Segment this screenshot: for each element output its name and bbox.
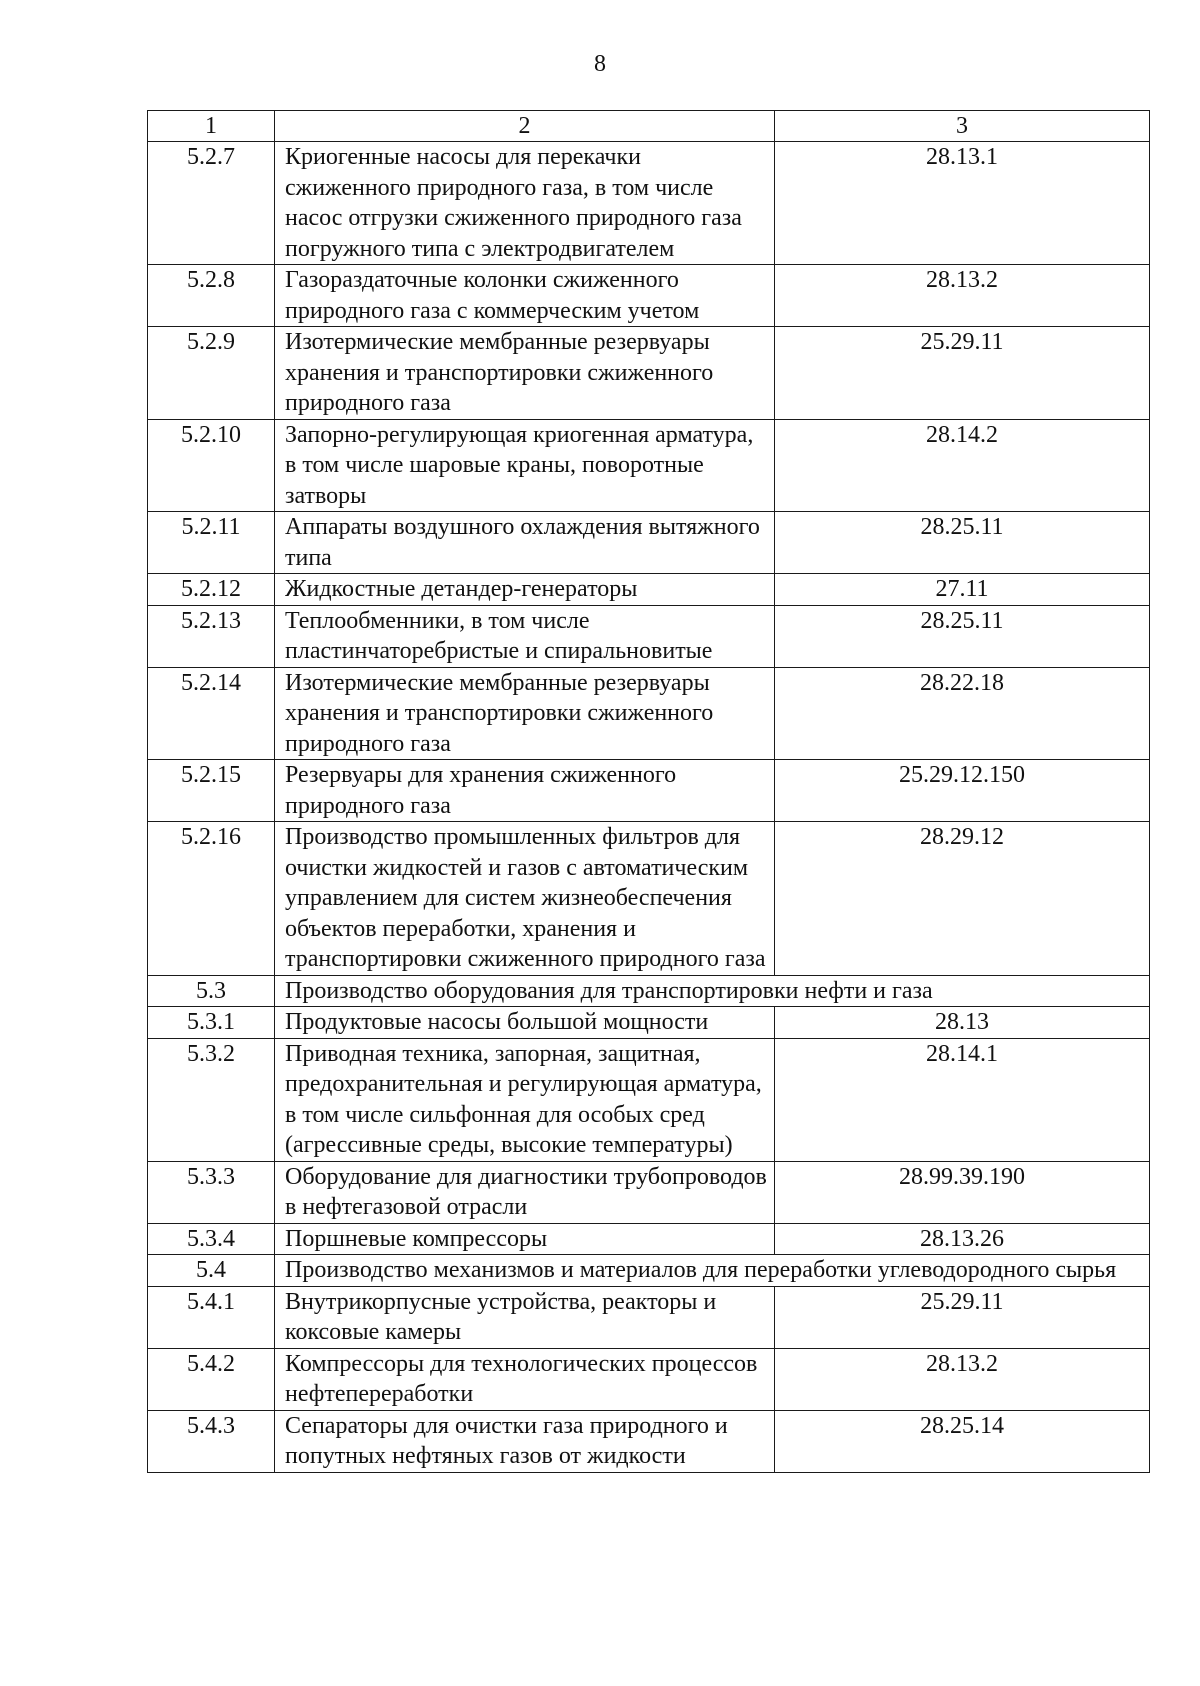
row-code-cell: 28.13.26 [775,1223,1150,1255]
table-row [148,822,1150,976]
table-body [148,111,1150,1473]
row-number-cell: 5.4.2 [148,1348,275,1410]
table-row [148,327,1150,420]
table-row [148,419,1150,512]
row-name-cell: Продуктовые насосы большой мощности [275,1007,775,1039]
page-number: 8 [594,51,606,77]
table-row [148,1007,1150,1039]
table-row [148,667,1150,760]
row-code-cell: 28.13.2 [775,265,1150,327]
row-name-cell: Внутрикорпусные устройства, реакторы и коксовые камеры [275,1286,775,1348]
row-name-cell: Производство механизмов и материалов для переработки углеводородного сырья [275,1255,1150,1287]
header-row [148,111,1150,142]
row-name-cell: Компрессоры для технологических процессов нефтепереработки [275,1348,775,1410]
row-code-cell: 25.29.11 [775,327,1150,420]
column-header-code: 3 [775,111,1150,142]
row-code-cell: 28.13.1 [775,142,1150,265]
row-number-cell: 5.2.7 [148,142,275,265]
row-number-cell: 5.2.11 [148,512,275,574]
row-name-cell: Теплообменники, в том числе пластинчаторебристые и спиральновитые [275,605,775,667]
table-row [148,1038,1150,1161]
row-name-cell: Оборудование для диагностики трубопроводов в нефтегазовой отрасли [275,1161,775,1223]
row-code-cell: 28.14.1 [775,1038,1150,1161]
row-number-cell: 5.2.8 [148,265,275,327]
row-number-cell: 5.2.14 [148,667,275,760]
row-name-cell: Аппараты воздушного охлаждения вытяжного типа [275,512,775,574]
row-number-cell: 5.2.16 [148,822,275,976]
table-row [148,512,1150,574]
row-number-cell: 5.3.2 [148,1038,275,1161]
row-name-cell: Приводная техника, запорная, защитная, предохранительная и регулирующая арматура, в том числе сильфонная для особых сред (агрессивные среды, высокие температуры) [275,1038,775,1161]
row-code-cell: 25.29.12.150 [775,760,1150,822]
row-code-cell: 28.25.11 [775,512,1150,574]
table-row [148,574,1150,606]
row-name-cell: Сепараторы для очистки газа природного и попутных нефтяных газов от жидкости [275,1410,775,1472]
table-row [148,975,1150,1007]
row-code-cell: 28.14.2 [775,419,1150,512]
table-row [148,142,1150,265]
table-row [148,760,1150,822]
row-number-cell: 5.2.12 [148,574,275,606]
row-code-cell: 28.22.18 [775,667,1150,760]
equipment-table [147,110,1150,1473]
row-code-cell: 28.29.12 [775,822,1150,976]
row-code-cell: 28.25.11 [775,605,1150,667]
row-code-cell: 28.13.2 [775,1348,1150,1410]
row-number-cell: 5.3.4 [148,1223,275,1255]
table-row [148,1410,1150,1472]
row-number-cell: 5.2.15 [148,760,275,822]
table-row [148,1161,1150,1223]
row-name-cell: Производство оборудования для транспортировки нефти и газа [275,975,1150,1007]
row-name-cell: Газораздаточные колонки сжиженного природного газа с коммерческим учетом [275,265,775,327]
table-row [148,265,1150,327]
row-name-cell: Запорно-регулирующая криогенная арматура, в том числе шаровые краны, поворотные затворы [275,419,775,512]
row-code-cell: 28.13 [775,1007,1150,1039]
row-code-cell: 25.29.11 [775,1286,1150,1348]
column-header-number: 1 [148,111,275,142]
row-name-cell: Жидкостные детандер-генераторы [275,574,775,606]
row-name-cell: Производство промышленных фильтров для очистки жидкостей и газов с автоматическим управлением для систем жизнеобеспечения объектов переработки, хранения и транспортировки сжиженного природного газа [275,822,775,976]
row-number-cell: 5.3.3 [148,1161,275,1223]
row-number-cell: 5.4 [148,1255,275,1287]
row-number-cell: 5.2.10 [148,419,275,512]
row-name-cell: Резервуары для хранения сжиженного природного газа [275,760,775,822]
row-number-cell: 5.3 [148,975,275,1007]
table-row [148,1286,1150,1348]
table-row [148,1348,1150,1410]
table-row [148,605,1150,667]
row-number-cell: 5.4.1 [148,1286,275,1348]
row-code-cell: 27.11 [775,574,1150,606]
row-name-cell: Криогенные насосы для перекачки сжиженного природного газа, в том числе насос отгрузки сжиженного природного газа погружного типа с электродвигателем [275,142,775,265]
row-code-cell: 28.25.14 [775,1410,1150,1472]
row-number-cell: 5.2.9 [148,327,275,420]
row-number-cell: 5.2.13 [148,605,275,667]
table-row [148,1223,1150,1255]
row-code-cell: 28.99.39.190 [775,1161,1150,1223]
row-name-cell: Изотермические мембранные резервуары хранения и транспортировки сжиженного природного газа [275,667,775,760]
row-number-cell: 5.4.3 [148,1410,275,1472]
column-header-name: 2 [275,111,775,142]
table-row [148,1255,1150,1287]
row-name-cell: Поршневые компрессоры [275,1223,775,1255]
row-number-cell: 5.3.1 [148,1007,275,1039]
row-name-cell: Изотермические мембранные резервуары хранения и транспортировки сжиженного природного газа [275,327,775,420]
